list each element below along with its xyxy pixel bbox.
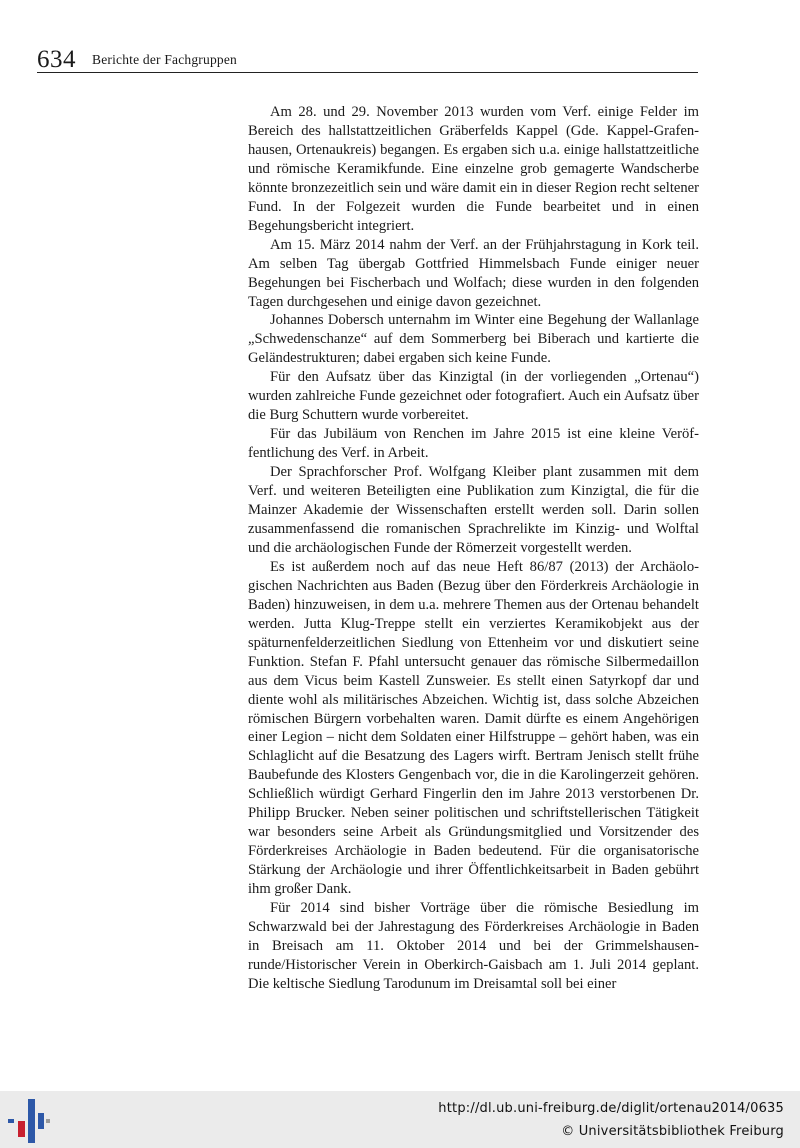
paragraph: Für das Jubiläum von Renchen im Jahre 2015 ist eine kleine Veröffentlichung des Verf. in Arbeit. bbox=[248, 426, 699, 462]
library-footer-bar bbox=[0, 1091, 800, 1148]
article-body bbox=[248, 103, 699, 994]
paragraph: Am 28. und 29. November 2013 wurden vom Verf. einige Felder im Bereich des hallstattzeitlichen Gräberfelds Kappel (Gde. Kappel-Grafenhausen, Ortenaukreis) begangen. Es ergaben sich u.a. einige hallstattzeitliche und römische Keramikfunde. Eine einzelne grob gemagerte Wandscherbe könnte bronzezeitlich sein und wäre damit ein in dieser Region recht seltener Fund. In der Folgezeit wurden die Funde bearbeitet und in einen Begehungsbericht integriert. bbox=[248, 104, 699, 234]
paragraph: Für den Aufsatz über das Kinzigtal (in der vorliegenden „Ortenau“) wurden zahlreiche Funde gezeichnet oder fotografiert. Auch ein Aufsatz über die Burg Schuttern wurde vorbereitet. bbox=[248, 369, 699, 424]
copyright-notice: © Universitätsbibliothek Freiburg bbox=[561, 1124, 784, 1139]
page-number: 634 bbox=[37, 46, 76, 73]
running-head: Berichte der Fachgruppen bbox=[92, 52, 237, 67]
paragraph: Für 2014 sind bisher Vorträge über die römische Besiedlung im Schwarzwald bei der Jahrestagung des Förderkreises Archäologie in Baden in Breisach am 11. Oktober 2014 und bei der Grimmelshausenrunde/Historischer Verein in Oberkirch-Gaisbach am 1. Juli 2014 geplant. Die keltische Siedlung Tarodunum im Dreisamtal soll bei einer bbox=[248, 900, 699, 992]
source-url-link[interactable]: http://dl.ub.uni-freiburg.de/diglit/ortenau2014/0635 bbox=[438, 1101, 784, 1116]
page-header bbox=[37, 48, 698, 73]
paragraph: Am 15. März 2014 nahm der Verf. an der Frühjahrstagung in Kork teil. Am selben Tag übergab Gottfried Himmelsbach Funde einiger neuer Begehungen bei Fischerbach und Wolfach; diese wurden in den folgenden Tagen durchgesehen und einige davon gezeichnet. bbox=[248, 236, 699, 310]
paragraph: Der Sprachforscher Prof. Wolfgang Kleiber plant zusammen mit dem Verf. und weiteren Beteiligten eine Publikation zum Kinzigtal, die für die Mainzer Akademie der Wissenschaften erstellt werden soll. Darin sollen zusammenfassend die romanischen Sprachrelikte im Kinzig- und Wolftal und die archäologischen Funde der Römerzeit vorgestellt werden. bbox=[248, 464, 699, 556]
university-library-logo-icon bbox=[8, 1099, 50, 1143]
paragraph: Es ist außerdem noch auf das neue Heft 86/87 (2013) der Archäologischen Nachrichten aus Baden (Bezug über den Förderkreis Archäologie in Baden) hinzuweisen, in dem u.a. mehrere Themen aus der Ortenau behandelt werden. Jutta Klug-Treppe stellt ein verziertes Keramikobjekt aus der späturnenfelderzeitlichen Siedlung von Ettenheim vor und diskutiert seine Funktion. Stefan F. Pfahl untersucht genauer das römische Silbermedaillon aus dem Vicus beim Kastell Zunsweier. Es stellt einen Satyrkopf dar und diente wohl als militärisches Abzeichen. Wichtig ist, dass solche Abzeichen römischen Bürgern vorbehalten waren. Damit dürfte es einem Angehörigen einer Legion – nicht dem Soldaten einer Hilfstruppe – gehört haben, was ein Schlaglicht auf die Besatzung des Lagers wirft. Bertram Jenisch stellt frühe Baubefunde des Klosters Gengenbach vor, die in die Karolingerzeit gehören. Schließlich würdigt Gerhard Fingerlin den im Jahre 2013 verstorbenen Dr. Philipp Brucker. Neben seiner politischen und schriftstellerischen Tätigkeit war besonders seine Arbeit als Gründungsmitglied und Vorsitzender des Förderkreises Archäologie in Baden bedeutend. Für die organisatorische Stärkung der Archäologie und ihrer Öffentlichkeitsarbeit in Baden gebührt ihm großer Dank. bbox=[248, 558, 699, 898]
paragraph: Johannes Dobersch unternahm im Winter eine Begehung der Wallanlage „Schwedenschanze“ auf dem Sommerberg bei Biberach und kartierte die Geländestrukturen; dabei ergaben sich keine Funde. bbox=[248, 312, 699, 367]
